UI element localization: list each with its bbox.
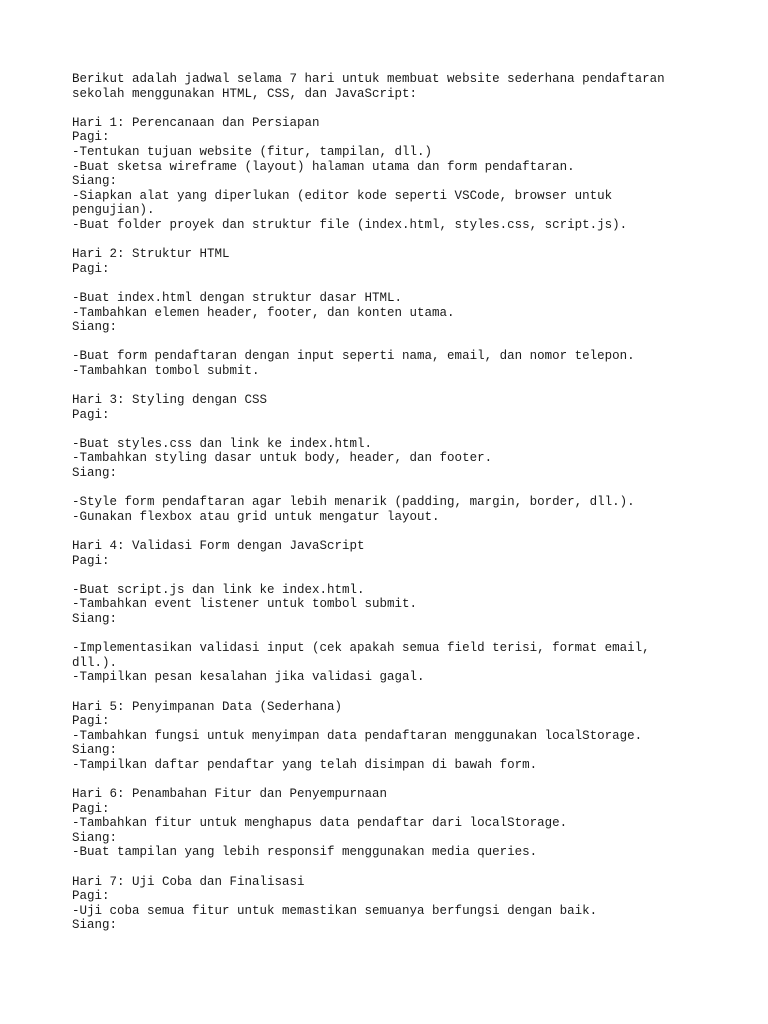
morning-label: Pagi: (72, 407, 110, 422)
morning-label: Pagi: (72, 714, 110, 729)
day-heading: Hari 6: Penambahan Fitur dan Penyempurnaan (72, 787, 388, 802)
day-heading: Hari 3: Styling dengan CSS (72, 393, 268, 408)
afternoon-label: Siang: (72, 320, 118, 335)
task-item: -Tambahkan fitur untuk menghapus data pendaftar dari localStorage. (72, 816, 568, 831)
afternoon-label: Siang: (72, 174, 118, 189)
morning-label: Pagi: (72, 553, 110, 568)
blank-line (72, 276, 692, 291)
text-line: dll.). (72, 655, 118, 670)
text-line: pengujian). (72, 203, 155, 218)
morning-label: Pagi: (72, 130, 110, 145)
day-heading: Hari 7: Uji Coba dan Finalisasi (72, 874, 305, 889)
task-item: -Buat form pendaftaran dengan input seperti nama, email, dan nomor telepon. (72, 349, 635, 364)
task-item: -Tambahkan elemen header, footer, dan konten utama. (72, 305, 455, 320)
task-item: -Tampilkan pesan kesalahan jika validasi gagal. (72, 670, 425, 685)
afternoon-label: Siang: (72, 743, 118, 758)
text-line: Berikut adalah jadwal selama 7 hari untuk membuat website sederhana pendaftaran (72, 72, 665, 86)
blank-line (72, 685, 692, 700)
afternoon-label: Siang: (72, 466, 118, 481)
task-item: -Buat styles.css dan link ke index.html. (72, 436, 373, 451)
task-item: -Gunakan flexbox atau grid untuk mengatur layout. (72, 509, 440, 524)
blank-line (72, 568, 692, 583)
day-heading: Hari 5: Penyimpanan Data (Sederhana) (72, 699, 343, 714)
task-item: -Buat sketsa wireframe (layout) halaman utama dan form pendaftaran. (72, 159, 575, 174)
afternoon-label: Siang: (72, 611, 118, 626)
text-line: sekolah menggunakan HTML, CSS, dan JavaScript: (72, 86, 418, 101)
afternoon-label: Siang: (72, 830, 118, 845)
day-heading: Hari 4: Validasi Form dengan JavaScript (72, 539, 365, 553)
task-item: -Tambahkan styling dasar untuk body, header, dan footer. (72, 451, 493, 466)
blank-line (72, 627, 692, 642)
task-item: -Tampilkan daftar pendaftar yang telah disimpan di bawah form. (72, 757, 538, 772)
task-item: -Style form pendaftaran agar lebih menarik (padding, margin, border, dll.). (72, 495, 635, 510)
day-heading: Hari 2: Struktur HTML (72, 247, 230, 262)
task-item: -Buat index.html dengan struktur dasar HTML. (72, 290, 403, 305)
task-item: -Tambahkan tombol submit. (72, 363, 260, 378)
blank-line (72, 524, 692, 539)
task-item: -Tentukan tujuan website (fitur, tampilan, dll.) (72, 144, 433, 159)
blank-line (72, 773, 692, 788)
task-item: -Buat script.js dan link ke index.html. (72, 582, 365, 597)
blank-line (72, 233, 692, 248)
blank-line (72, 101, 692, 116)
document-page (72, 72, 692, 933)
blank-line (72, 378, 692, 393)
task-item: -Buat folder proyek dan struktur file (index.html, styles.css, script.js). (72, 217, 628, 232)
blank-line (72, 422, 692, 437)
afternoon-label: Siang: (72, 918, 118, 933)
task-item: -Buat tampilan yang lebih responsif menggunakan media queries. (72, 845, 538, 860)
morning-label: Pagi: (72, 889, 110, 904)
blank-line (72, 860, 692, 875)
day-heading: Hari 1: Perencanaan dan Persiapan (72, 115, 320, 130)
morning-label: Pagi: (72, 261, 110, 276)
task-item: -Uji coba semua fitur untuk memastikan semuanya berfungsi dengan baik. (72, 903, 598, 918)
task-item: -Implementasikan validasi input (cek apakah semua field terisi, format email, (72, 641, 650, 656)
morning-label: Pagi: (72, 801, 110, 816)
task-item: -Tambahkan fungsi untuk menyimpan data pendaftaran menggunakan localStorage. (72, 728, 643, 743)
task-item: -Siapkan alat yang diperlukan (editor kode seperti VSCode, browser untuk (72, 188, 613, 203)
blank-line (72, 481, 692, 496)
task-item: -Tambahkan event listener untuk tombol submit. (72, 597, 418, 612)
blank-line (72, 335, 692, 350)
